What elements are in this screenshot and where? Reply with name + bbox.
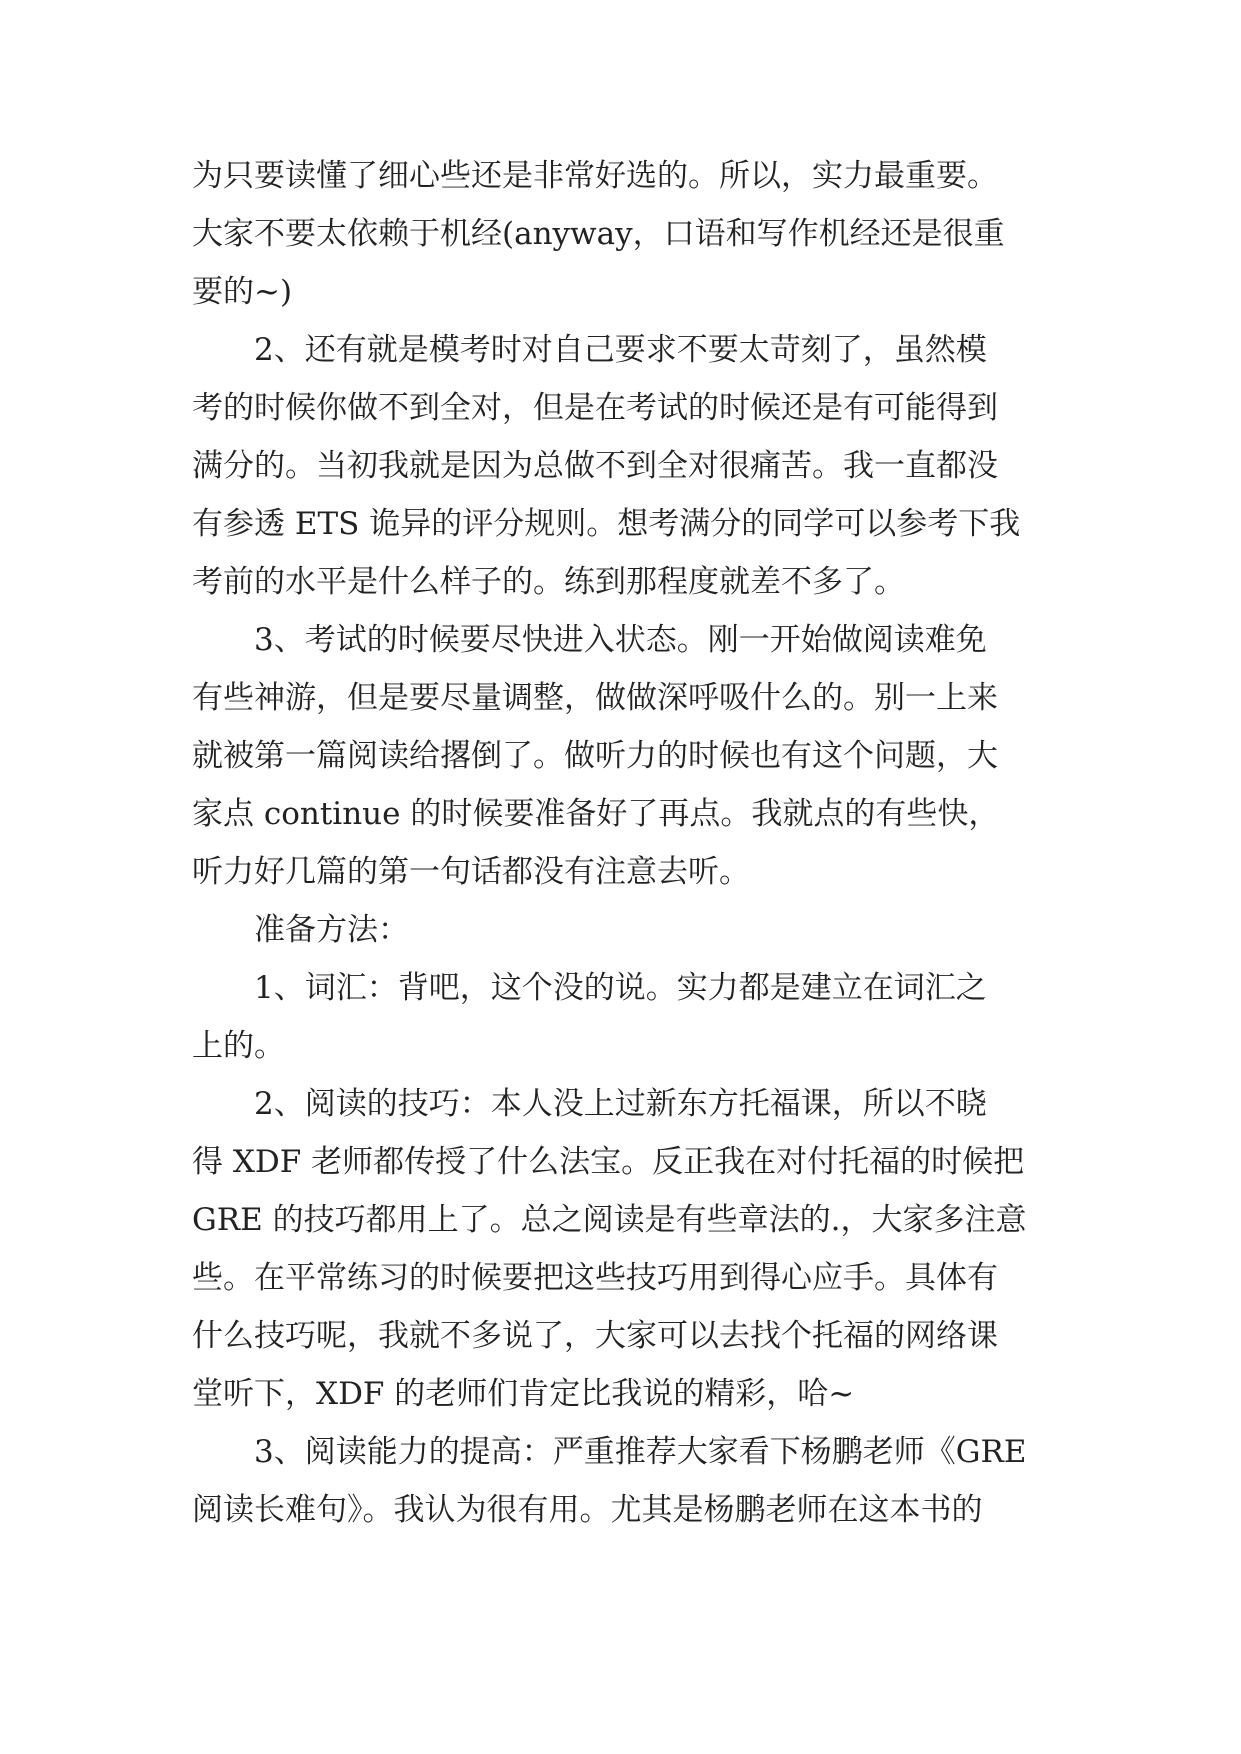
text-line: 考前的水平是什么样子的。练到那程度就差不多了。: [192, 564, 905, 600]
text-line: 考的时候你做不到全对，但是在考试的时候还是有可能得到: [192, 390, 998, 426]
text-line: 阅读长难句》。我认为很有用。尤其是杨鹏老师在这本书的: [192, 1492, 983, 1528]
text-line: 听力好几篇的第一句话都没有注意去听。: [192, 854, 750, 890]
text-line: 家点 continue 的时候要准备好了再点。我就点的有些快，: [192, 796, 1000, 832]
paragraph-start-line: 3、考试的时候要尽快进入状态。刚一开始做阅读难免: [254, 622, 987, 658]
text-line: 满分的。当初我就是因为总做不到全对很痛苦。我一直都没: [192, 448, 998, 484]
text-line: 就被第一篇阅读给撂倒了。做听力的时候也有这个问题，大: [192, 738, 998, 774]
text-line: 为只要读懂了细心些还是非常好选的。所以，实力最重要。: [192, 158, 998, 194]
text-line: 得 XDF 老师都传授了什么法宝。反正我在对付托福的时候把: [192, 1144, 1025, 1180]
paragraph-start-line: 3、阅读能力的提高：严重推荐大家看下杨鹏老师《GRE: [254, 1434, 1027, 1470]
text-line: 堂听下，XDF 的老师们肯定比我说的精彩，哈~: [192, 1376, 855, 1412]
text-line: 要的~): [192, 274, 293, 310]
text-line: 有参透 ETS 诡异的评分规则。想考满分的同学可以参考下我: [192, 506, 1021, 542]
document-body: [192, 158, 1072, 1550]
paragraph-start-line: 2、阅读的技巧：本人没上过新东方托福课，所以不晓: [254, 1086, 987, 1122]
text-line: 上的。: [192, 1028, 285, 1064]
text-line: 什么技巧呢，我就不多说了，大家可以去找个托福的网络课: [192, 1318, 998, 1354]
text-line: 大家不要太依赖于机经(anyway，口语和写作机经还是很重: [192, 216, 1005, 252]
paragraph-start-line: 2、还有就是模考时对自己要求不要太苛刻了，虽然模: [254, 332, 987, 368]
text-line: 有些神游，但是要尽量调整，做做深呼吸什么的。别一上来: [192, 680, 998, 716]
text-line: GRE 的技巧都用上了。总之阅读是有些章法的.，大家多注意: [192, 1202, 1027, 1238]
section-heading: 准备方法：: [254, 912, 409, 948]
text-line: 些。在平常练习的时候要把这些技巧用到得心应手。具体有: [192, 1260, 998, 1296]
paragraph-start-line: 1、词汇：背吧，这个没的说。实力都是建立在词汇之: [254, 970, 987, 1006]
